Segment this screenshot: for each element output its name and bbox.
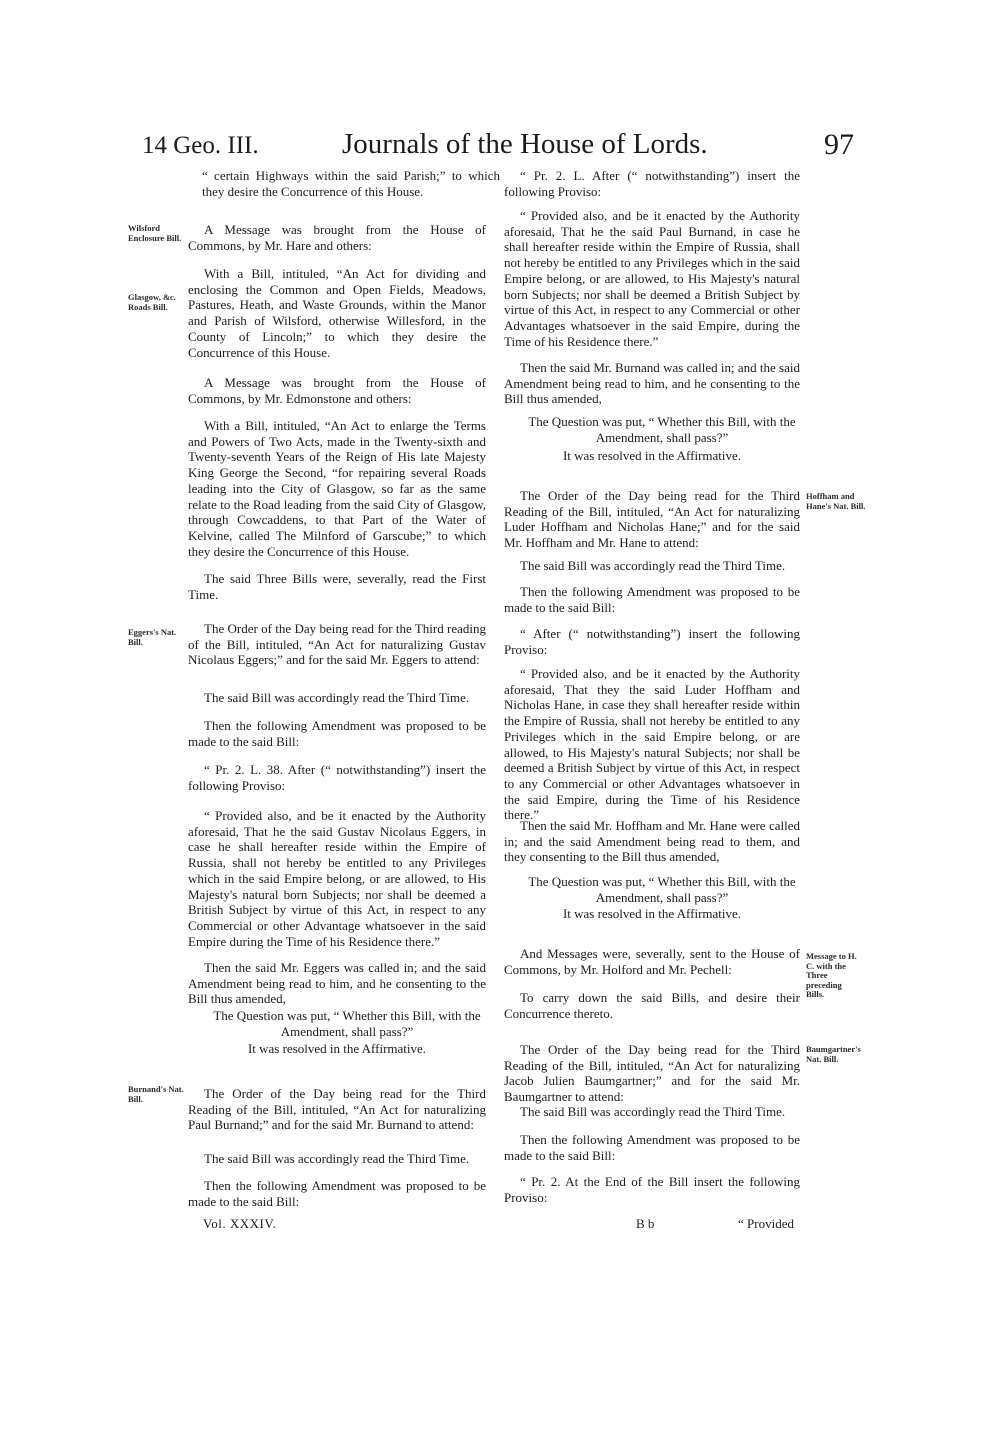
- paragraph: “ certain Highways within the said Parish;” to which they desire the Concurrence of this House.: [202, 168, 500, 199]
- paragraph: To carry down the said Bills, and desire their Concurrence thereto.: [504, 990, 800, 1021]
- paragraph: The Question was put, “ Whether this Bill, with the Amendment, shall pass?”: [213, 1008, 481, 1039]
- paragraph: The said Bill was accordingly read the Third Time.: [204, 1151, 470, 1166]
- paragraph: Then the said Mr. Hoffham and Mr. Hane were called in; and the said Amendment being read to them, and they consenting to the Bill thus amended,: [504, 818, 800, 865]
- paragraph: The Order of the Day being read for the Third Reading of the Bill, intituled, “An Act for naturalizing Jacob Julien Baumgartner;” and for the said Mr. Baumgartner to attend:: [504, 1042, 800, 1105]
- page-number: 97: [824, 128, 854, 161]
- paragraph: With a Bill, intituled, “An Act to enlarge the Terms and Powers of Two Acts, made in the Twenty-sixth and Twenty-seventh Years of the Reign of His late Majesty King George the Second, “for repairing several Roads leading into the City of Glasgow, so far as the same relate to the Road leading from the said City of Glasgow, through Cowcaddens, to that Part of the Water of Kelvine, called The Milnford of Garscube;” to which they desire the Concurrence of this House.: [188, 418, 486, 559]
- paragraph: “ Pr. 2. L. 38. After (“ notwithstanding”) insert the following Proviso:: [188, 762, 486, 793]
- paragraph: “ Provided also, and be it enacted by the Authority aforesaid, That they the said Luder Hoffham and Nicholas Hane, in case they shall hereafter reside within the Empire of Russia, shall not hereby be entitled to any Privileges which in the said Empire belong, or are allowed, to His Majesty's natural Subjects; nor shall be deemed a British Subject by virtue of this Act, in respect to any Commercial or other Advantages whatsoever in the said Empire, during the Time of his Residence there.”: [504, 666, 800, 823]
- paragraph: The Question was put, “ Whether this Bill, with the Amendment, shall pass?”: [528, 874, 796, 905]
- paragraph: Then the following Amendment was proposed to be made to the said Bill:: [188, 1178, 486, 1209]
- margin-note: Hoffham and Hane's Nat. Bill.: [806, 491, 866, 511]
- volume-footer: Vol. XXXIV.: [203, 1216, 277, 1231]
- paragraph: “ Provided also, and be it enacted by the Authority aforesaid, That he the said Paul Burnand, in case he shall hereafter reside within the Empire of Russia, shall not hereby be entitled to any Privileges which in the said Empire belong, or are allowed, to His Majesty's natural born Subjects; nor shall be deemed a British Subject by virtue of this Act, in respect to any Commercial or other Advantages whatsoever in the said Empire, during the Time of his Residence there.”: [504, 208, 800, 349]
- paragraph: The said Bill was accordingly read the Third Time.: [520, 1104, 786, 1119]
- signature-mark: B b: [636, 1216, 655, 1231]
- paragraph: Then the following Amendment was proposed to be made to the said Bill:: [504, 1132, 800, 1163]
- catchword: “ Provided: [738, 1216, 794, 1231]
- paragraph: Then the said Mr. Burnand was called in; and the said Amendment being read to him, and he consenting to the Bill thus amended,: [504, 360, 800, 407]
- paragraph: The said Bill was accordingly read the Third Time.: [204, 690, 470, 705]
- paragraph: A Message was brought from the House of Commons, by Mr. Edmonstone and others:: [188, 375, 486, 406]
- paragraph: “ Provided also, and be it enacted by the Authority aforesaid, That he the said Gustav Nicolaus Eggers, in case he shall hereafter reside within the Empire of Russia, shall not hereby be entitled to any Privileges which in the said Empire belong, or are allowed, to His Majesty's natural born Subjects; nor shall be deemed a British Subject by virtue of this Act, in respect to any Commercial or other Advantage whatsoever in the said Empire during the Time of his Residence there.”: [188, 808, 486, 949]
- paragraph: It was resolved in the Affirmative.: [562, 906, 742, 921]
- paragraph: “ Pr. 2. At the End of the Bill insert the following Proviso:: [504, 1174, 800, 1205]
- margin-note: Glasgow, &c. Roads Bill.: [128, 292, 176, 312]
- header-title: Journals of the House of Lords.: [342, 128, 708, 160]
- paragraph: The Order of the Day being read for the Third Reading of the Bill, intituled, “An Act for naturalizing Luder Hoffham and Nicholas Hane;” and for the said Mr. Hoffham and Mr. Hane to attend:: [504, 488, 800, 551]
- paragraph: Then the said Mr. Eggers was called in; and the said Amendment being read to him, and he consenting to the Bill thus amended,: [188, 960, 486, 1007]
- margin-note: Message to H. C. with the Three preceding Bills.: [806, 951, 857, 999]
- paragraph: The said Bill was accordingly read the Third Time.: [520, 558, 786, 573]
- paragraph: Then the following Amendment was proposed to be made to the said Bill:: [504, 584, 800, 615]
- paragraph: The said Three Bills were, severally, read the First Time.: [188, 571, 486, 602]
- header-regnal-year: 14 Geo. III.: [142, 132, 259, 159]
- margin-note: Burnand's Nat. Bill.: [128, 1084, 184, 1104]
- paragraph: It was resolved in the Affirmative.: [562, 448, 742, 463]
- paragraph: “ After (“ notwithstanding”) insert the following Proviso:: [504, 626, 800, 657]
- paragraph: The Question was put, “ Whether this Bill, with the Amendment, shall pass?”: [528, 414, 796, 445]
- margin-note: Wilsford Enclosure Bill.: [128, 223, 182, 243]
- paragraph: The Order of the Day being read for the Third reading of the Bill, intituled, “An Act for naturalizing Gustav Nicolaus Eggers;” and for the said Mr. Eggers to attend:: [188, 621, 486, 668]
- margin-note: Eggers's Nat. Bill.: [128, 627, 177, 647]
- paragraph: “ Pr. 2. L. After (“ notwithstanding”) insert the following Proviso:: [504, 168, 800, 199]
- page-header: [0, 0, 992, 170]
- paragraph: A Message was brought from the House of Commons, by Mr. Hare and others:: [188, 222, 486, 253]
- paragraph: Then the following Amendment was proposed to be made to the said Bill:: [188, 718, 486, 749]
- paragraph: With a Bill, intituled, “An Act for dividing and enclosing the Common and Open Fields, Meadows, Pastures, Heath, and Waste Grounds, within the Manor and Parish of Wilsford, otherwise Willesford, in the County of Lincoln;” to which they desire the Concurrence of this House.: [188, 266, 486, 360]
- paragraph: And Messages were, severally, sent to the House of Commons, by Mr. Holford and Mr. Pechell:: [504, 946, 800, 977]
- margin-note: Baumgartner's Nat. Bill.: [806, 1044, 861, 1064]
- paragraph: It was resolved in the Affirmative.: [247, 1041, 427, 1056]
- paragraph: The Order of the Day being read for the Third Reading of the Bill, intituled, “An Act for naturalizing Paul Burnand;” and for the said Mr. Burnand to attend:: [188, 1086, 486, 1133]
